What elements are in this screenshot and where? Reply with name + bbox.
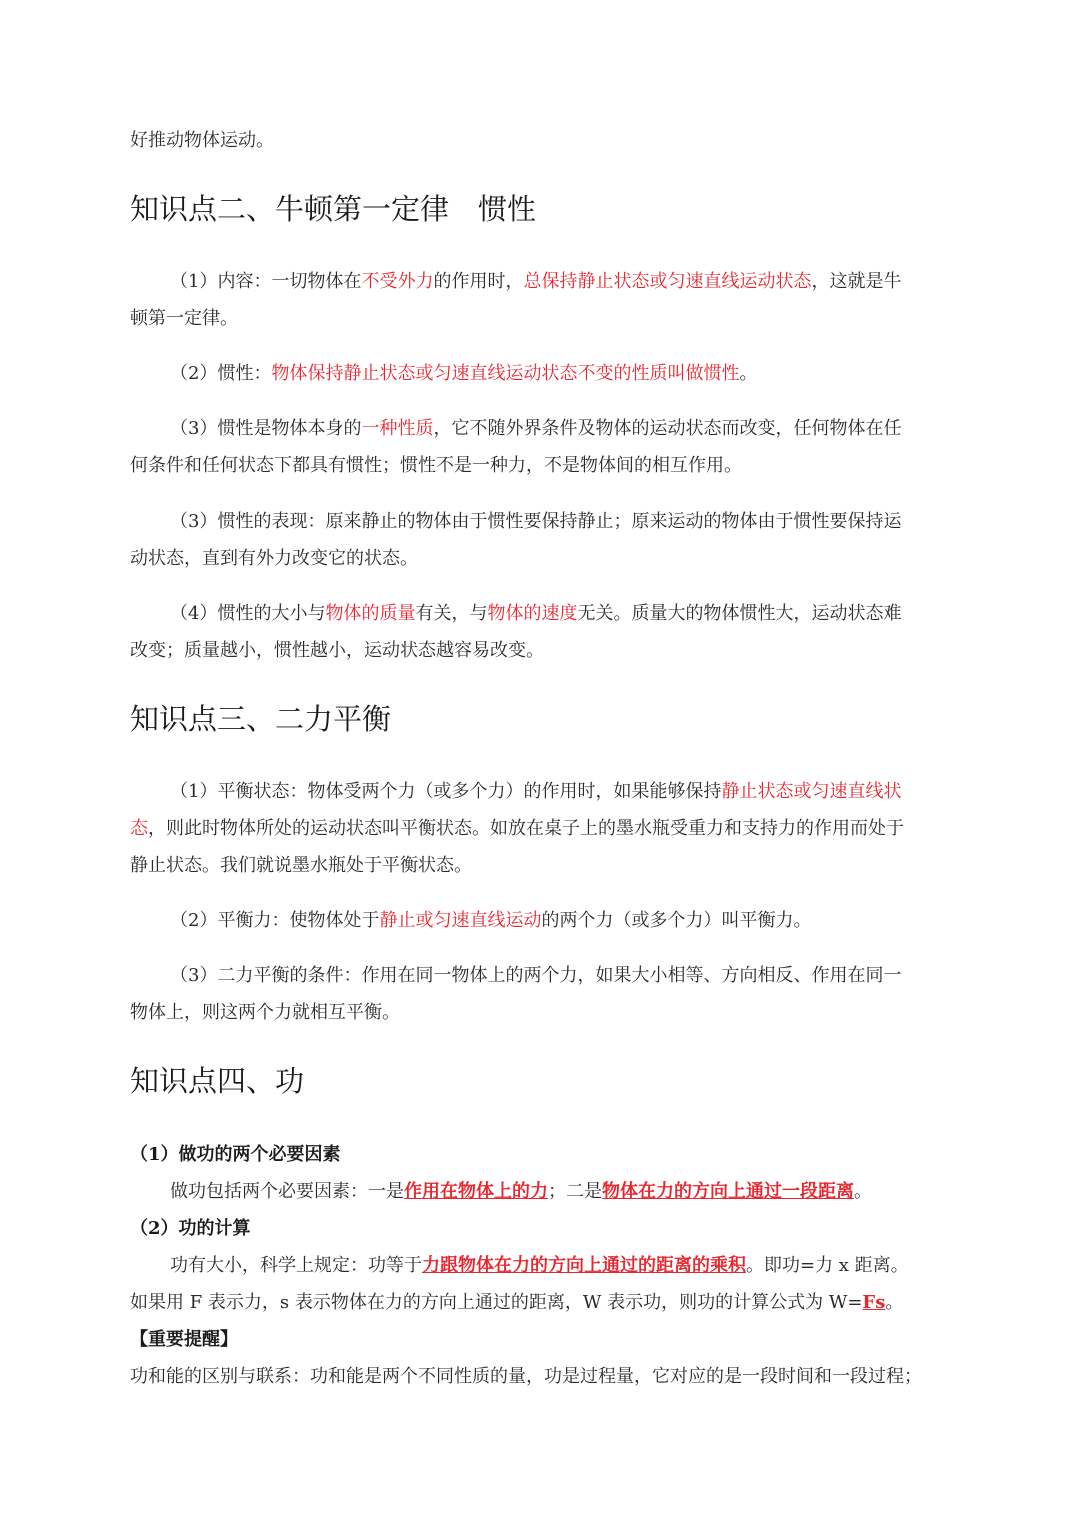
s3-p2: （2）平衡力：使物体处于静止或匀速直线运动的两个力（或多个力）叫平衡力。 (170, 910, 812, 931)
s4-p4: 功和能的区别与联系：功和能是两个不同性质的量，功是过程量，它对应的是一段时间和一段过程； (130, 1366, 922, 1387)
s2-p1-line2: 顿第一定律。 (130, 308, 238, 329)
section2-heading: 知识点二、牛顿第一定律 惯性 (130, 192, 537, 226)
s3-p1-line2: 态，则此时物体所处的运动状态叫平衡状态。如放在桌子上的墨水瓶受重力和支持力的作用而处于 (130, 818, 904, 839)
intro-tail: 好推动物体运动。 (130, 130, 274, 151)
s4-p3: 如果用 F 表示力，s 表示物体在力的方向上通过的距离，W 表示功，则功的计算公式为 W=Fs。 (130, 1292, 904, 1313)
s2-p5-line2: 改变；质量越小，惯性越小，运动状态越容易改变。 (130, 640, 544, 661)
s4-reminder: 【重要提醒】 (130, 1329, 238, 1350)
s2-p2: （2）惯性：物体保持静止状态或匀速直线运动状态不变的性质叫做惯性。 (170, 363, 758, 384)
s3-p3-line2: 物体上，则这两个力就相互平衡。 (130, 1002, 400, 1023)
s4-sub2: （2）功的计算 (130, 1218, 251, 1239)
s3-p3-line1: （3）二力平衡的条件：作用在同一物体上的两个力，如果大小相等、方向相反、作用在同一 (170, 965, 902, 986)
s2-p4-line1: （3）惯性的表现：原来静止的物体由于惯性要保持静止；原来运动的物体由于惯性要保持运 (170, 511, 902, 532)
s4-sub1: （1）做功的两个必要因素 (130, 1144, 341, 1165)
section3-heading: 知识点三、二力平衡 (130, 702, 392, 736)
section4-heading: 知识点四、功 (130, 1064, 305, 1098)
s4-p2: 功有大小，科学上规定：功等于力跟物体在力的方向上通过的距离的乘积。即功=力 x 距离。 (170, 1255, 909, 1276)
s2-p3-line1: （3）惯性是物体本身的一种性质，它不随外界条件及物体的运动状态而改变，任何物体在任 (170, 418, 902, 439)
s2-p3-line2: 何条件和任何状态下都具有惯性；惯性不是一种力，不是物体间的相互作用。 (130, 455, 742, 476)
s2-p5-line1: （4）惯性的大小与物体的质量有关，与物体的速度无关。质量大的物体惯性大，运动状态难 (170, 603, 902, 624)
s2-p4-line2: 动状态，直到有外力改变它的状态。 (130, 548, 418, 569)
s3-p1-line3: 静止状态。我们就说墨水瓶处于平衡状态。 (130, 855, 472, 876)
s3-p1-line1: （1）平衡状态：物体受两个力（或多个力）的作用时，如果能够保持静止状态或匀速直线状 (170, 781, 902, 802)
s4-p1: 做功包括两个必要因素：一是作用在物体上的力；二是物体在力的方向上通过一段距离。 (170, 1181, 872, 1202)
s2-p1-line1: （1）内容：一切物体在不受外力的作用时，总保持静止状态或匀速直线运动状态，这就是牛 (170, 271, 902, 292)
